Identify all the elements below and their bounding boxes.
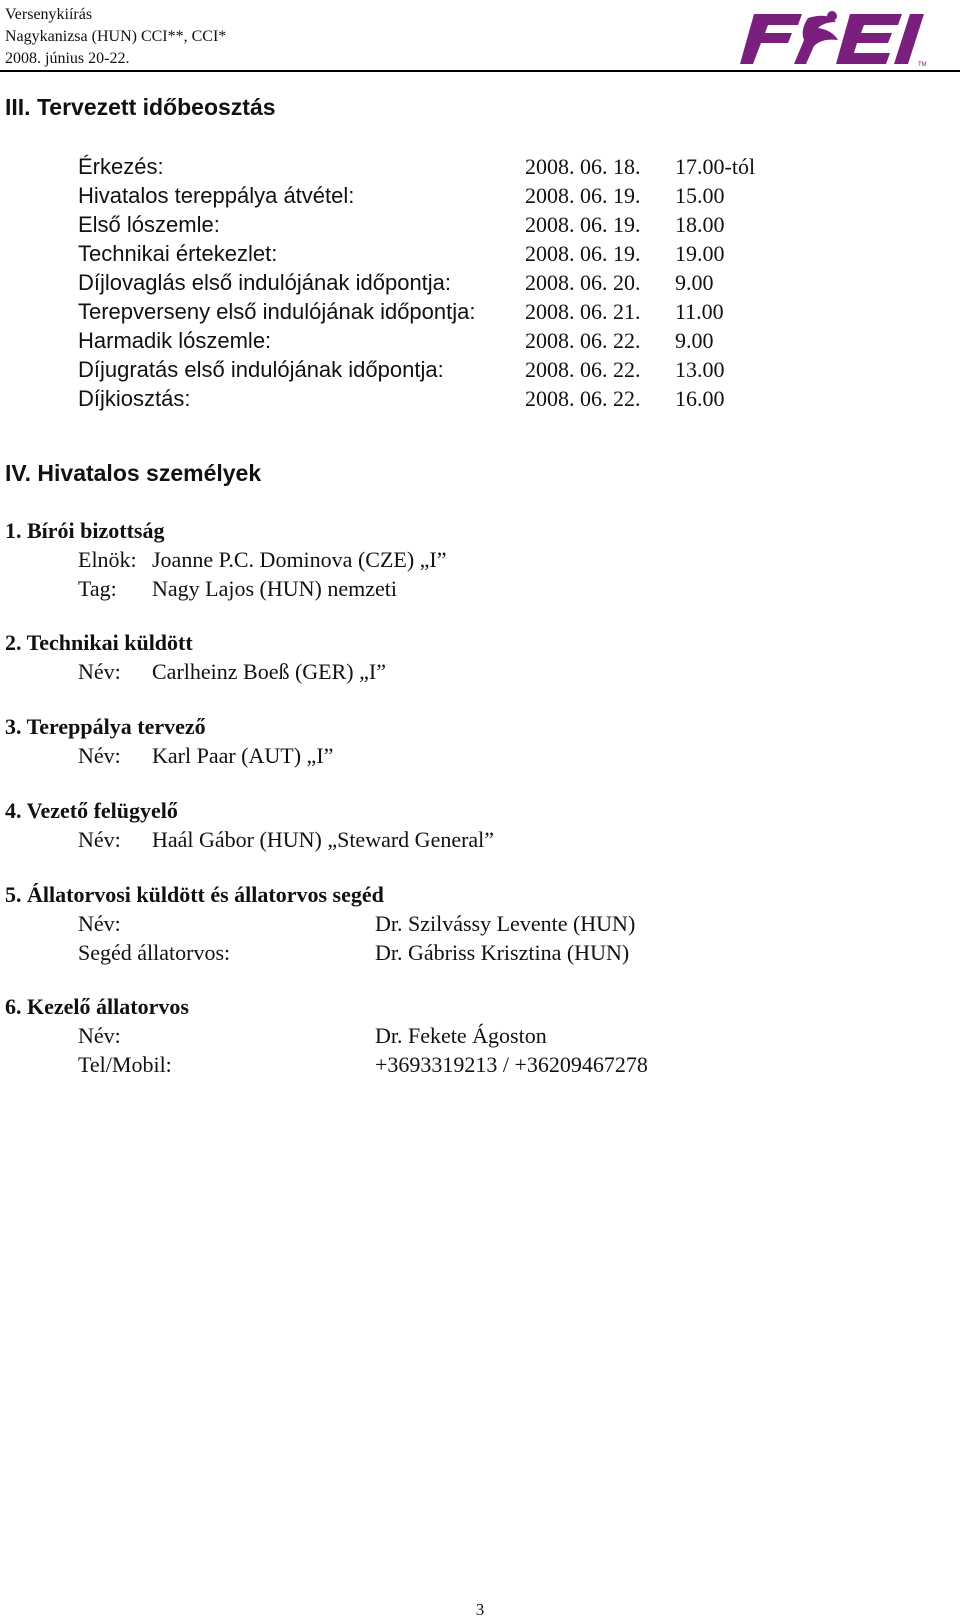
official-name: Karl Paar (AUT) „I” xyxy=(152,743,334,768)
vet-delegate-title: 5. Állatorvosi küldött és állatorvos segéd xyxy=(5,882,384,907)
schedule-time: 9.00 xyxy=(675,328,714,353)
document-header xyxy=(5,4,226,70)
schedule-label: Technikai értekezlet: xyxy=(78,241,278,266)
schedule-date: 2008. 06. 18. xyxy=(525,154,641,179)
schedule-time: 13.00 xyxy=(675,357,725,382)
vet-delegate-block xyxy=(5,880,636,967)
chief-steward-block xyxy=(5,796,495,854)
header-date: 2008. június 20-22. xyxy=(5,50,130,67)
official-name: Dr. Szilvássy Levente (HUN) xyxy=(375,911,636,936)
header-divider xyxy=(0,70,960,72)
official-role: Segéd állatorvos: xyxy=(78,940,231,965)
official-name: Nagy Lajos (HUN) nemzeti xyxy=(152,576,397,601)
official-phone: +3693319213 / +36209467278 xyxy=(375,1052,648,1077)
official-row xyxy=(5,1050,648,1079)
official-role: Név: xyxy=(78,827,121,852)
judges-block xyxy=(5,516,447,603)
official-name: Dr. Fekete Ágoston xyxy=(375,1023,547,1048)
official-role: Tag: xyxy=(78,576,117,601)
schedule-time: 19.00 xyxy=(675,241,725,266)
schedule-label: Harmadik lószemle: xyxy=(78,328,272,353)
schedule-label: Díjlovaglás első indulójának időpontja: xyxy=(78,270,452,295)
schedule-date: 2008. 06. 22. xyxy=(525,386,641,411)
schedule-label: Díjkiosztás: xyxy=(78,386,191,411)
schedule-date: 2008. 06. 19. xyxy=(525,212,641,237)
schedule-date: 2008. 06. 19. xyxy=(525,183,641,208)
schedule-date: 2008. 06. 22. xyxy=(525,357,641,382)
technical-delegate-block xyxy=(5,628,386,686)
schedule-date: 2008. 06. 21. xyxy=(525,299,641,324)
official-role: Tel/Mobil: xyxy=(78,1052,172,1077)
header-title: Versenykiírás xyxy=(5,6,93,23)
official-role: Név: xyxy=(78,743,121,768)
page-number: 3 xyxy=(475,1600,485,1619)
official-row xyxy=(5,741,334,770)
official-row xyxy=(5,938,630,967)
official-name: Carlheinz Boeß (GER) „I” xyxy=(152,659,386,684)
schedule-label: Érkezés: xyxy=(78,154,164,179)
chief-steward-title: 4. Vezető felügyelő xyxy=(5,798,178,823)
technical-delegate-title: 2. Technikai küldött xyxy=(5,630,193,655)
official-row xyxy=(5,657,386,686)
official-row xyxy=(5,909,636,938)
schedule-label: Díjugratás első indulójának időpontja: xyxy=(78,357,444,382)
official-role: Név: xyxy=(78,911,121,936)
schedule-time: 17.00-tól xyxy=(675,154,756,179)
schedule-title: III. Tervezett időbeosztás xyxy=(5,94,276,120)
treating-vet-title: 6. Kezelő állatorvos xyxy=(5,994,189,1019)
trademark-mark: TM xyxy=(918,62,927,68)
schedule-date: 2008. 06. 22. xyxy=(525,328,641,353)
fei-logo xyxy=(740,8,940,68)
judges-title: 1. Bírói bizottság xyxy=(5,518,165,543)
header-event: Nagykanizsa (HUN) CCI**, CCI* xyxy=(5,28,227,45)
official-name: Haál Gábor (HUN) „Steward General” xyxy=(152,827,495,852)
officials-title: IV. Hivatalos személyek xyxy=(5,460,262,486)
official-name: Dr. Gábriss Krisztina (HUN) xyxy=(375,940,630,965)
official-row xyxy=(5,1021,547,1050)
schedule-label: Első lószemle: xyxy=(78,212,220,237)
official-role: Elnök: xyxy=(78,547,137,572)
schedule-date: 2008. 06. 20. xyxy=(525,270,641,295)
course-designer-block xyxy=(5,712,334,770)
official-role: Név: xyxy=(78,659,121,684)
official-row xyxy=(5,574,397,603)
treating-vet-block xyxy=(5,992,648,1079)
schedule-label: Terepverseny első indulójának időpontja: xyxy=(78,299,476,324)
official-row xyxy=(5,545,447,574)
schedule-time: 9.00 xyxy=(675,270,714,295)
schedule-label: Hivatalos tereppálya átvétel: xyxy=(78,183,355,208)
course-designer-title: 3. Tereppálya tervező xyxy=(5,714,206,739)
official-name: Joanne P.C. Dominova (CZE) „I” xyxy=(152,547,447,572)
schedule-time: 18.00 xyxy=(675,212,725,237)
schedule-date: 2008. 06. 19. xyxy=(525,241,641,266)
official-row xyxy=(5,825,495,854)
schedule-time: 11.00 xyxy=(675,299,724,324)
official-role: Név: xyxy=(78,1023,121,1048)
schedule-time: 15.00 xyxy=(675,183,725,208)
schedule-time: 16.00 xyxy=(675,386,725,411)
